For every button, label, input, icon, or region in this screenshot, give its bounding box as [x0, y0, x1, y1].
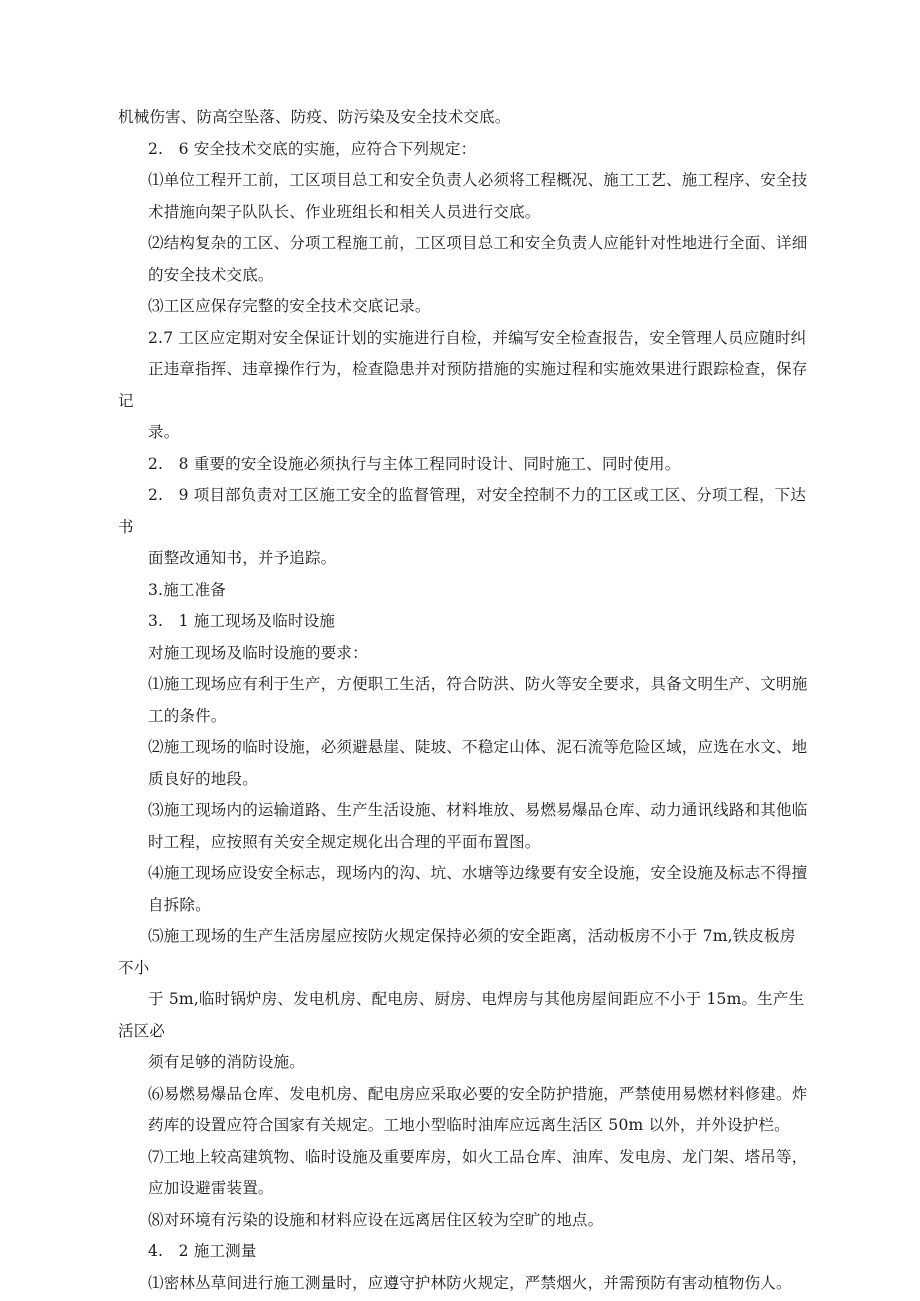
text-line: 2. 6 安全技术交底的实施，应符合下列规定：	[148, 139, 477, 158]
text-line: 工的条件。	[148, 706, 227, 725]
text-line: ⑴密林丛草间进行施工测量时，应遵守护林防火规定，严禁烟火，并需预防有害动植物伤人。	[148, 1273, 792, 1292]
paragraph	[118, 1268, 808, 1300]
paragraph	[118, 669, 808, 732]
paragraph	[118, 1236, 808, 1268]
text-line: 应加设避雷装置。	[148, 1179, 274, 1197]
text-line: ⑹易燃易爆品仓库、发电机房、配电房应采取必要的安全防护措施，严禁使用易燃材料修建。炸	[148, 1084, 808, 1103]
text-line: 4. 2 施工测量	[148, 1242, 257, 1260]
text-line: ⑶施工现场内的运输道路、生产生活设施、材料堆放、易燃易爆品仓库、动力通讯线路和其他临	[148, 801, 808, 819]
paragraph	[118, 732, 808, 795]
text-line: 药库的设置应符合国家有关规定。工地小型临时油库应远离生活区 50m 以外，并外设护栏。	[148, 1116, 790, 1134]
paragraph	[118, 606, 808, 638]
text-line: 2. 9 项目部负责对工区施工安全的监督管理，对安全控制不力的工区或工区、分项工程，下达书	[118, 486, 807, 536]
paragraph	[118, 480, 808, 575]
paragraph	[118, 291, 808, 323]
text-line: 机械伤害、防高空坠落、防疫、防污染及安全技术交底。	[118, 108, 511, 126]
text-line: ⑷施工现场应设安全标志，现场内的沟、坑、水塘等边缘要有安全设施，安全设施及标志不得擅	[148, 864, 808, 882]
text-line: ⑸施工现场的生产生活房屋应按防火规定保持必须的安全距离，活动板房不小于 7m,铁皮板房不小	[118, 927, 796, 977]
text-line: 2.7 工区应定期对安全保证计划的实施进行自检，并编写安全检查报告，安全管理人员应随时纠	[148, 328, 807, 347]
text-line: ⑴单位工程开工前，工区项目总工和安全负责人必须将工程概况、施工工艺、施工程序、安全技	[148, 171, 808, 189]
text-line: ⑵结构复杂的工区、分项工程施工前，工区项目总工和安全负责人应能针对性地进行全面、详细	[148, 234, 808, 252]
paragraph	[118, 1205, 808, 1237]
text-line: 录。	[148, 423, 180, 441]
text-line: ⑴施工现场应有利于生产，方便职工生活，符合防洪、防火等安全要求，具备文明生产、文明施	[148, 675, 808, 693]
paragraph	[118, 102, 808, 134]
paragraph	[118, 228, 808, 291]
text-line: 3. 1 施工现场及临时设施	[148, 612, 336, 630]
paragraph	[118, 638, 808, 670]
paragraph	[118, 134, 808, 166]
text-line: ⑻对环境有污染的设施和材料应设在远离居住区较为空旷的地点。	[148, 1210, 604, 1229]
text-line: 于 5m,临时锅炉房、发电机房、配电房、厨房、电焊房与其他房屋间距应不小于 15m。生产生活区必	[118, 990, 805, 1040]
text-line: 面整改通知书，并予追踪。	[148, 549, 337, 567]
paragraph	[118, 795, 808, 858]
text-line: ⑶工区应保存完整的安全技术交底记录。	[148, 297, 431, 315]
document-body	[118, 102, 808, 1299]
text-line: 的安全技术交底。	[148, 265, 274, 284]
text-line: 术措施向架子队队长、作业班组长和相关人员进行交底。	[148, 202, 541, 221]
paragraph	[118, 921, 808, 1079]
text-line: 自拆除。	[148, 895, 211, 914]
paragraph	[118, 1142, 808, 1205]
text-line: 2. 8 重要的安全设施必须执行与主体工程同时设计、同时施工、同时使用。	[148, 454, 681, 473]
text-line: 正违章指挥、违章操作行为，检查隐患并对预防措施的实施过程和实施效果进行跟踪检查，保存记	[118, 360, 808, 410]
paragraph	[118, 165, 808, 228]
text-line: 须有足够的消防设施。	[148, 1053, 306, 1071]
text-line: ⑺工地上较高建筑物、临时设施及重要库房，如火工品仓库、油库、发电房、龙门架、塔吊等，	[148, 1147, 808, 1166]
paragraph	[118, 449, 808, 481]
text-line: 质良好的地段。	[148, 769, 258, 788]
text-line: 时工程，应按照有关安全规定规化出合理的平面布置图。	[148, 832, 541, 851]
text-line: ⑵施工现场的临时设施，必须避悬崖、陡坡、不稳定山体、泥石流等危险区域，应选在水文、地	[148, 738, 808, 756]
text-line: 对施工现场及临时设施的要求：	[148, 643, 368, 662]
paragraph	[118, 575, 808, 607]
paragraph	[118, 1079, 808, 1142]
paragraph	[118, 323, 808, 449]
paragraph	[118, 858, 808, 921]
text-line: 3.施工准备	[148, 580, 226, 599]
